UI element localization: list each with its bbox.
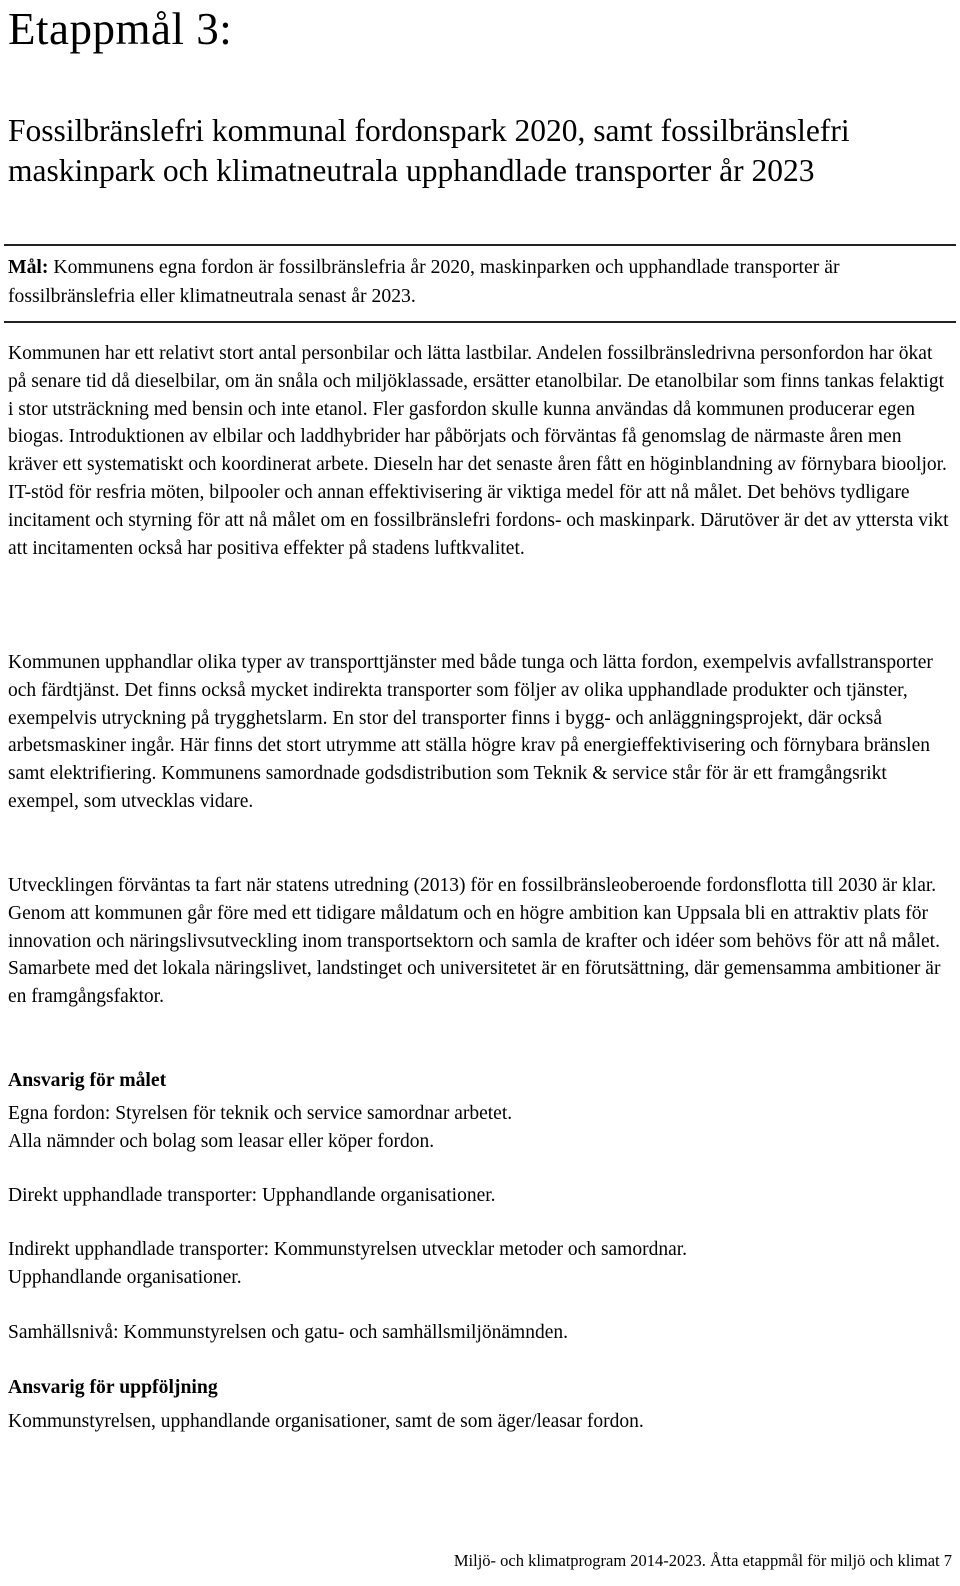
paragraph-procurement: Kommunen upphandlar olika typer av transporttjänster med både tunga och lätta fordon, exempelvis avfallstransporter och färdtjänst. Det finns också mycket indirekta transporter som följer av olika upphandlade produkter och tjänster, exempelvis utryckning på trygghetslarm. En stor del transporter finns i bygg- och anläggningsprojekt, där också arbetsmaskiner ingår. Här finns det stort utrymme att ställa högre krav på energieffektivisering och förnybara bränslen samt elektrifiering. Kommunens samordnade godsdistribution som Teknik & service står för är ett framgångsrikt exempel, som utvecklas vidare. [8, 652, 933, 812]
responsible-direct: Direkt upphandlade transporter: Upphandlande organisationer. [8, 1185, 496, 1206]
responsible-own-vehicles-2: Alla nämnder och bolag som leasar eller köper fordon. [8, 1131, 435, 1152]
responsible-heading: Ansvarig för målet [8, 1069, 167, 1091]
page-subtitle: Fossilbränslefri kommunal fordonspark 2020, samt fossilbränslefri maskinpark och klimatneutrala upphandlade transporter år 2023 [8, 113, 850, 188]
goal-text: Kommunens egna fordon är fossilbränslefria år 2020, maskinparken och upphandlade transporter är fossilbränslefria eller klimatneutrala senast år 2023. [8, 256, 840, 307]
paragraph-vehicles: Kommunen har ett relativt stort antal personbilar och lätta lastbilar. Andelen fossilbränsledrivna personfordon har ökat på senare tid då dieselbilar, om än snåla och miljöklassade, ersätter etanolbilar. De etanolbilar som finns tankas felaktigt i stor utsträckning med bensin och inte etanol. Fler gasfordon skulle kunna användas då kommunen producerar egen biogas. Introduktionen av elbilar och laddhybrider har påbörjats och förväntas få genomslag de närmaste åren men kräver ett systematiskt och koordinerat arbete. Dieseln har det senaste åren fått en höginblandning av förnybara biooljor. IT-stöd för resfria möten, bilpooler och annan effektivisering är viktiga medel för att nå målet. Det behövs tydligare incitament och styrning för att nå målet om en fossilbränslefri fordons- och maskinpark. Därutöver är det av yttersta vikt att incitamenten också har positiva effekter på stadens luftkvalitet. [8, 343, 949, 559]
paragraph-development: Utvecklingen förväntas ta fart när statens utredning (2013) för en fossilbränsleoberoende fordonsflotta till 2030 är klar. Genom att kommunen går före med ett tidigare måldatum och en högre ambition kan Uppsala bli en attraktiv plats för innovation och näringslivsutveckling inom transportsektorn och samla de krafter och idéer som behövs för att nå målet. Samarbete med det lokala näringslivet, landstinget och universitetet är en förutsättning, där gemensamma ambitioner är en framgångsfaktor. [8, 875, 941, 1008]
goal-label: Mål: [8, 256, 49, 278]
responsible-indirect-1: Indirekt upphandlade transporter: Kommunstyrelsen utvecklar metoder och samordnar. [8, 1239, 688, 1260]
responsible-society: Samhällsnivå: Kommunstyrelsen och gatu- och samhällsmiljönämnden. [8, 1322, 568, 1343]
followup-text: Kommunstyrelsen, upphandlande organisationer, samt de som äger/leasar fordon. [8, 1411, 644, 1432]
responsible-own-vehicles-1: Egna fordon: Styrelsen för teknik och service samordnar arbetet. [8, 1103, 513, 1124]
goal-box [4, 244, 956, 323]
page-title: Etappmål 3: [8, 4, 233, 54]
followup-heading: Ansvarig för uppföljning [8, 1376, 218, 1398]
goal-statement [8, 253, 948, 310]
responsible-indirect-2: Upphandlande organisationer. [8, 1267, 242, 1288]
page-footer: Miljö- och klimatprogram 2014-2023. Åtta etappmål för miljö och klimat 7 [453, 1551, 952, 1570]
